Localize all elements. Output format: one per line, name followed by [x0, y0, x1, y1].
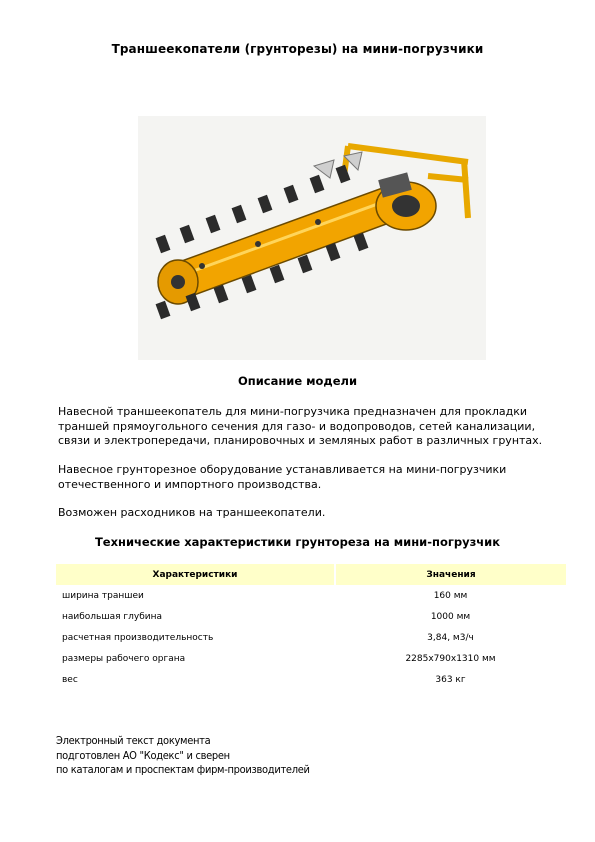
specs-table: [56, 564, 566, 690]
spec-value: 160 мм: [433, 590, 468, 601]
spec-name: вес: [62, 674, 78, 685]
spec-value: 1000 мм: [430, 611, 471, 622]
table-row: [56, 648, 566, 669]
specs-heading: Технические характеристики грунтореза на мини-погрузчик: [94, 535, 501, 549]
table-row: [56, 669, 566, 690]
spec-value: 3,84, м3/ч: [427, 632, 474, 643]
description-paragraph: Навесное грунторезное оборудование устанавливается на мини-погрузчики отечественного и импортного производства.: [58, 463, 507, 491]
table-row: [56, 627, 566, 648]
spec-name: расчетная производительность: [62, 632, 214, 643]
trencher-boom: [158, 186, 408, 304]
header-values: Значения: [335, 564, 566, 585]
description-paragraph: Возможен расходников на траншеекопатели.: [58, 506, 326, 519]
drive-motor: [376, 172, 436, 230]
spec-name: ширина траншеи: [62, 590, 144, 601]
trencher-photo: [138, 116, 486, 360]
footer-line: по каталогам и проспектам фирм-производителей: [56, 763, 310, 776]
footer-line: подготовлен АО "Кодекс" и сверен: [56, 748, 230, 762]
specs-table-header: [56, 564, 566, 585]
footer-line: Электронный текст документа: [56, 734, 211, 747]
trencher-illustration: [138, 116, 486, 360]
document-footer: [56, 734, 310, 778]
page-title: Траншеекопатели (грунторезы) на мини-погрузчики: [111, 42, 484, 56]
description-paragraph: Навесной траншеекопатель для мини-погрузчика предназначен для прокладки траншей прямоугольного сечения для газо- и водопроводов, сетей канализации, связи и электропередачи, планировочных и земляных работ в различных грунтах.: [58, 405, 543, 447]
table-row: [56, 585, 566, 606]
model-description-heading: Описание модели: [237, 374, 358, 388]
spec-value: 363 кг: [435, 674, 466, 685]
header-characteristics: Характеристики: [56, 564, 335, 585]
spec-name: наибольшая глубина: [62, 611, 162, 622]
table-row: [56, 606, 566, 627]
spec-name: размеры рабочего органа: [62, 653, 186, 664]
spec-value: 2285х790х1310 мм: [405, 653, 496, 664]
